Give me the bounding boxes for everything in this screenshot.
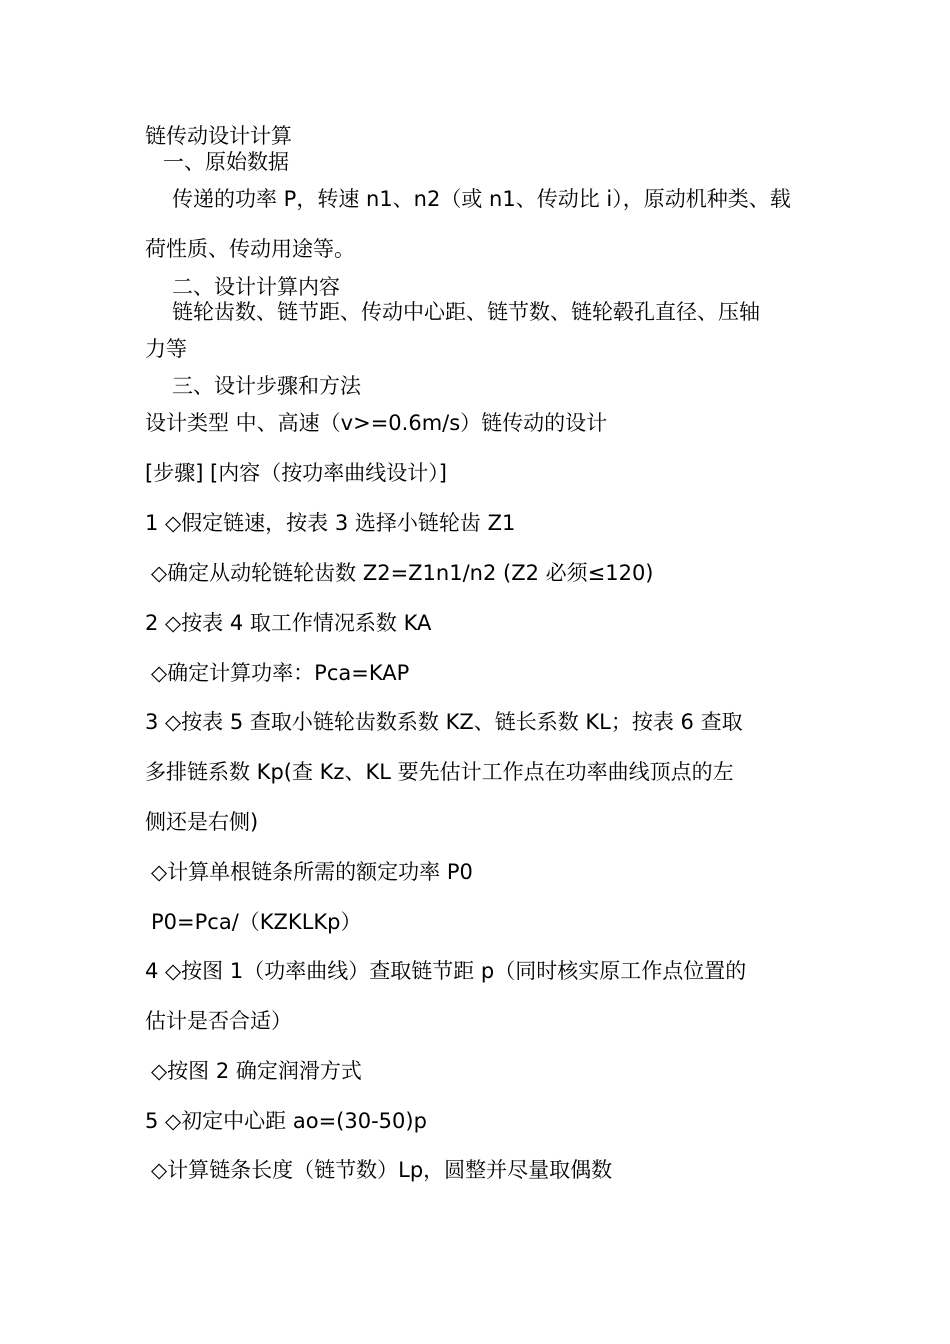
step-line: 侧还是右侧) (145, 810, 259, 834)
paragraph-line: 传递的功率 P，转速 n1、n2（或 n1、传动比 i），原动机种类、载 (172, 187, 791, 211)
paragraph-line: 力等 (145, 337, 187, 361)
steps-header: [步骤] [内容（按功率曲线设计）] (145, 461, 447, 485)
step-line: ◇确定计算功率：Pca=KAP (151, 661, 410, 685)
step-line: 多排链系数 Kp(查 Kz、KL 要先估计工作点在功率曲线顶点的左 (145, 760, 734, 784)
section-heading-original-data: 一、原始数据 (163, 150, 289, 174)
step-line: 估计是否合适） (145, 1009, 292, 1033)
step-line: 4 ◇按图 1（功率曲线）查取链节距 p（同时核实原工作点位置的 (145, 959, 747, 983)
step-line: ◇按图 2 确定润滑方式 (151, 1059, 362, 1083)
document-title: 链传动设计计算 (145, 124, 292, 148)
paragraph-line: 链轮齿数、链节距、传动中心距、链节数、链轮毂孔直径、压轴 (172, 300, 760, 324)
step-line: 5 ◇初定中心距 ao=(30-50)p (145, 1109, 427, 1133)
step-line: 3 ◇按表 5 查取小链轮齿数系数 KZ、链长系数 KL；按表 6 查取 (145, 710, 743, 734)
section-heading-design-steps: 三、设计步骤和方法 (172, 374, 361, 398)
step-line: ◇计算单根链条所需的额定功率 P0 (151, 860, 473, 884)
step-line: 1 ◇假定链速，按表 3 选择小链轮齿 Z1 (145, 511, 516, 535)
design-type-line: 设计类型 中、高速（v>=0.6m/s）链传动的设计 (145, 411, 608, 435)
step-line: 2 ◇按表 4 取工作情况系数 KA (145, 611, 432, 635)
step-line: ◇计算链条长度（链节数）Lp，圆整并尽量取偶数 (151, 1158, 613, 1182)
formula-line: P0=Pca/（KZKLKp） (151, 910, 362, 934)
paragraph-line: 荷性质、传动用途等。 (145, 237, 355, 261)
section-heading-calc-content: 二、设计计算内容 (172, 275, 340, 299)
step-line: ◇确定从动轮链轮齿数 Z2=Z1n1/n2 (Z2 必须≤120) (151, 561, 654, 585)
